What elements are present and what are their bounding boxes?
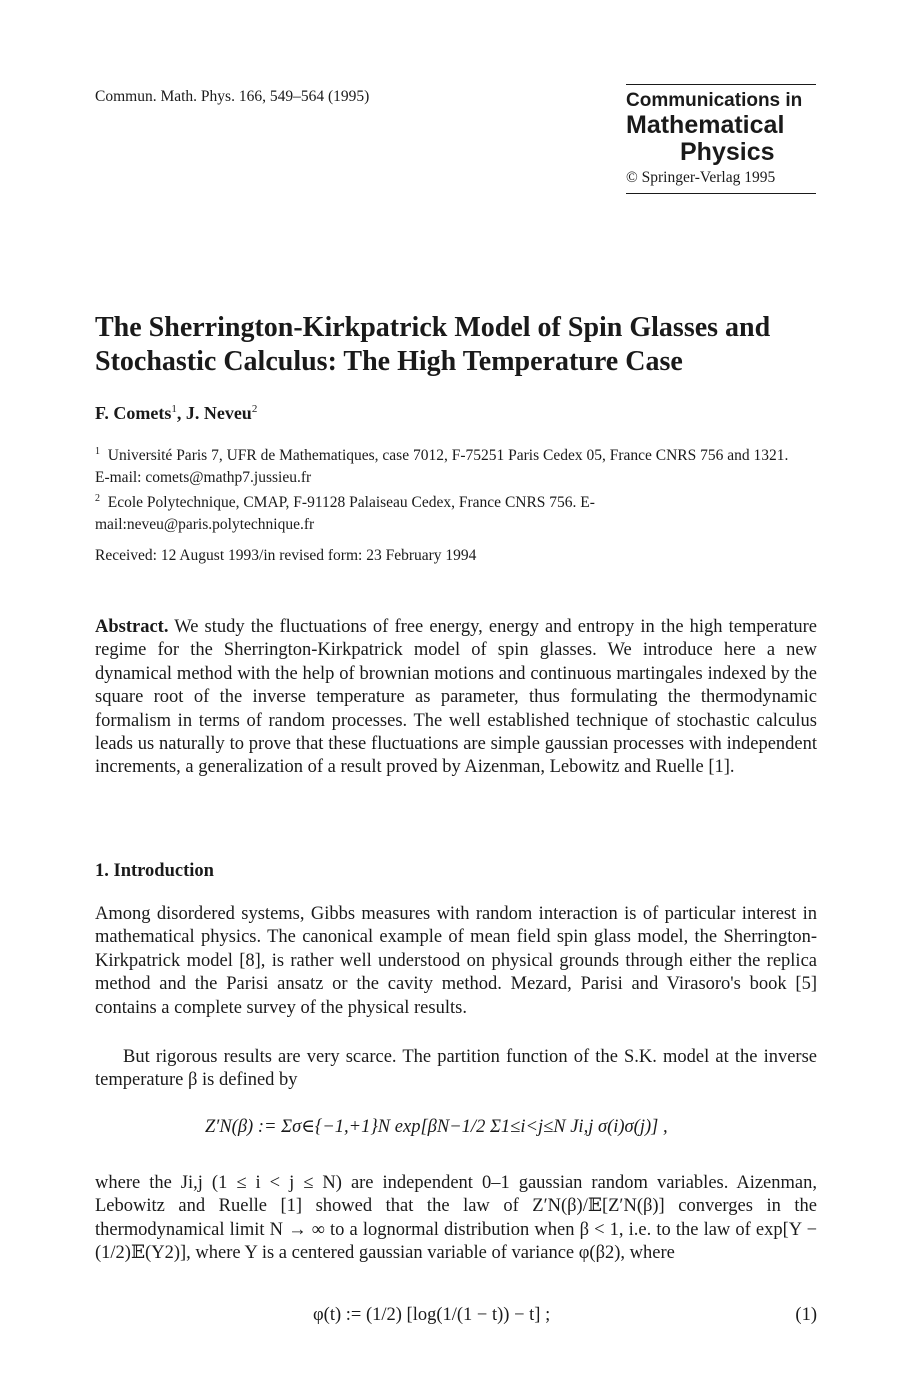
affiliations [95,441,795,535]
affiliation-2 [95,488,795,535]
masthead-top-rule [626,84,816,85]
author-name: F. Comets [95,403,172,423]
abstract [95,616,817,780]
publisher-copyright: © Springer-Verlag 1995 [626,169,776,186]
journal-name-line3: Physics [680,138,775,166]
masthead-bottom-rule [626,193,816,194]
author-affil-marker: 2 [251,403,258,415]
affiliation-1 [95,441,795,488]
journal-masthead [626,84,816,194]
journal-citation: Commun. Math. Phys. 166, 549–564 (1995) [95,88,370,105]
abstract-label: Abstract. [95,617,169,637]
affiliation-marker: 1 [95,446,100,457]
intro-paragraph-2: But rigorous results are very scarce. The partition function of the S.K. model at the inverse temperature β is defined by [95,1047,817,1091]
author-separator: , [176,403,186,423]
author-name: J. Neveu [185,403,252,423]
affiliation-marker: 2 [95,493,100,505]
affiliation-text: Université Paris 7, UFR de Mathematiques, case 7012, F-75251 Paris Cedex 05, France CNRS 756 and 1321. E-mail: comets@mathp7.jussieu.fr [95,447,789,486]
paper-title: The Sherrington-Kirkpatrick Model of Spin Glasses and Stochastic Calculus: The High Temperature Case [95,312,771,377]
affiliation-text: Ecole Polytechnique, CMAP, F-91128 Palaiseau Cedex, France CNRS 756. E-mail:neveu@paris.polytechnique.fr [95,494,595,533]
equation-number: (1) [795,1305,817,1325]
equation-1-formula: φ(t) := (1/2) [log(1/(1 − t)) − t] ; [313,1305,551,1325]
abstract-text: We study the fluctuations of free energy, energy and entropy in the high temperature regime for the Sherrington-Kirkpatrick model of spin glasses. We introduce here a new dynamical method with the help of brownian motions and continuous martingales indexed by the square root of the inverse temperature as parameter, thus formulating the thermodynamic formalism in terms of random processes. The well established technique of stochastic calculus leads us naturally to prove that these fluctuations are simple gaussian processes with independent increments, a generalization of a result proved by Aizenman, Lebowitz and Ruelle [1]. [95,617,817,778]
section-heading: 1. Introduction [95,861,214,881]
author-affil-marker: 1 [171,403,177,415]
intro-paragraph-1: Among disordered systems, Gibbs measures with random interaction is of particular interest in mathematical physics. The canonical example of mean field spin glass model, the Sherrington-Kirkpatrick model [8], is rather well understood on physical grounds through either the replica method and the Parisi ansatz or the cavity method. Mezard, Parisi and Virasoro's book [5] contains a complete survey of the physical results. [95,904,817,1018]
received-dates: Received: 12 August 1993/in revised form: 23 February 1994 [95,547,477,564]
journal-name-line1: Communications in [626,90,803,111]
partition-function-equation: Z′N(β) := Σσ∈{−1,+1}N exp[βN−1/2 Σ1≤i<j≤N Ji,j σ(i)σ(j)] , [205,1117,668,1137]
author-list [95,403,257,424]
partition-function-equation-block [95,1116,817,1160]
journal-name-line2: Mathematical [626,111,785,139]
intro-paragraph-3: where the Ji,j (1 ≤ i < j ≤ N) are independent 0–1 gaussian random variables. Aizenman, Lebowitz and Ruelle [1] showed that the law of Z′N(β)/𝔼[Z′N(β)] converges in the thermodynamical limit N → ∞ to a lognormal distribution when β < 1, i.e. to the law of exp[Y − (1/2)𝔼(Y2)], where Y is a centered gaussian variable of variance φ(β2), where [95,1173,817,1264]
